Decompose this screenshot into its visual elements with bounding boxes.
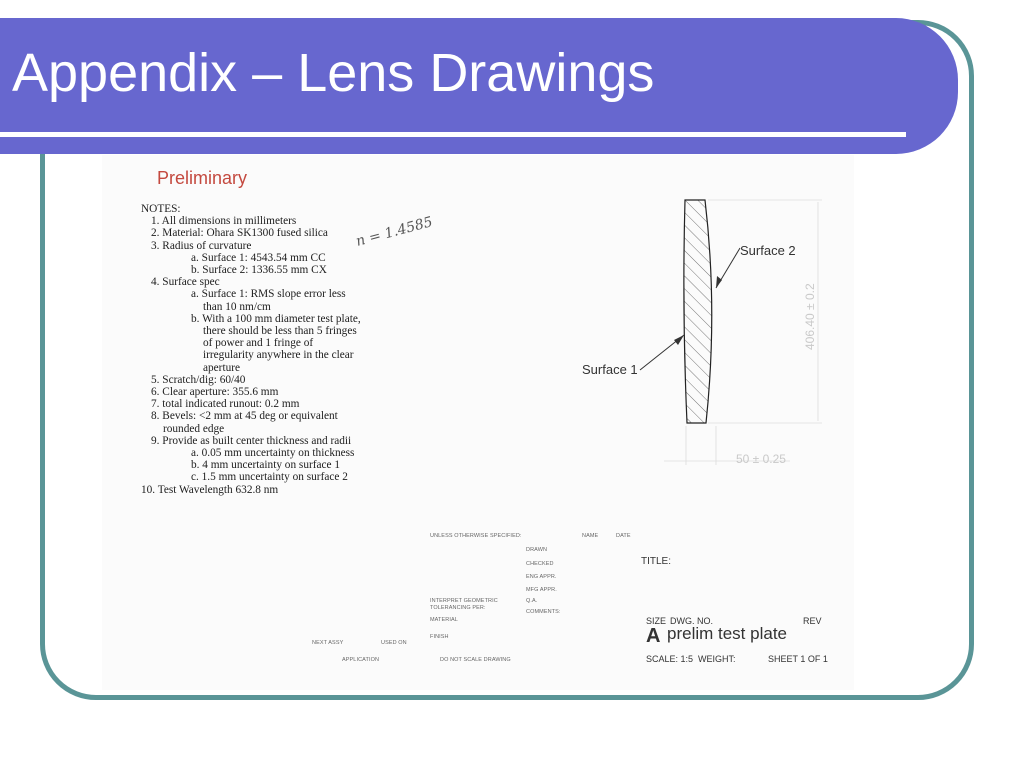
title-underline bbox=[0, 132, 906, 137]
thickness-dimension: 50 ± 0.25 bbox=[736, 452, 786, 466]
tb-weight: WEIGHT: bbox=[698, 654, 736, 664]
tb-do-not-scale: DO NOT SCALE DRAWING bbox=[440, 657, 511, 663]
lens-profile bbox=[684, 200, 712, 423]
tb-eng-appr: ENG APPR. bbox=[526, 574, 557, 580]
note-line: aperture bbox=[203, 361, 241, 374]
note-line: 2. Material: Ohara SK1300 fused silica bbox=[151, 227, 328, 240]
tb-comments: COMMENTS: bbox=[526, 609, 561, 615]
note-line: 8. Bevels: <2 mm at 45 deg or equivalent bbox=[151, 410, 338, 423]
note-line: irregularity anywhere in the clear bbox=[203, 349, 354, 362]
note-line: 6. Clear aperture: 355.6 mm bbox=[151, 386, 279, 399]
tb-tolerancing: TOLERANCING PER: bbox=[430, 605, 486, 611]
slide-title: Appendix – Lens Drawings bbox=[12, 43, 655, 103]
note-line: a. Surface 1: RMS slope error less bbox=[191, 288, 346, 301]
note-line: of power and 1 fringe of bbox=[203, 337, 314, 350]
tb-next-assy: NEXT ASSY bbox=[312, 640, 344, 646]
tb-scale: SCALE: 1:5 bbox=[646, 654, 694, 664]
tb-date: DATE bbox=[616, 533, 631, 539]
note-line: 7. total indicated runout: 0.2 mm bbox=[151, 398, 300, 411]
note-line: a. 0.05 mm uncertainty on thickness bbox=[191, 447, 355, 460]
tb-qa: Q.A. bbox=[526, 598, 538, 604]
note-line: NOTES: bbox=[141, 203, 181, 215]
tb-dwg-value: prelim test plate bbox=[667, 624, 787, 643]
note-line: 1. All dimensions in millimeters bbox=[151, 215, 297, 228]
surface-1-label: Surface 1 bbox=[582, 362, 638, 377]
tb-drawn: DRAWN bbox=[526, 547, 548, 553]
note-line: 5. Scratch/dig: 60/40 bbox=[151, 373, 246, 386]
note-line: there should be less than 5 fringes bbox=[203, 325, 357, 338]
tb-size: SIZE bbox=[646, 616, 667, 626]
note-line: b. Surface 2: 1336.55 mm CX bbox=[191, 264, 327, 277]
note-line: b. With a 100 mm diameter test plate, bbox=[191, 312, 361, 325]
tb-sheet: SHEET 1 OF 1 bbox=[768, 654, 828, 664]
height-dimension: 406.40 ± 0.2 bbox=[803, 283, 817, 350]
handwritten-note: n = 1.4585 bbox=[354, 214, 435, 250]
note-line: 10. Test Wavelength 632.8 nm bbox=[141, 483, 279, 496]
tb-unless: UNLESS OTHERWISE SPECIFIED: bbox=[430, 533, 522, 539]
tb-mfg-appr: MFG APPR. bbox=[526, 587, 557, 593]
tb-rev: REV bbox=[803, 616, 822, 626]
tb-dwg-no: DWG. NO. bbox=[670, 616, 713, 626]
tb-size-value: A bbox=[646, 625, 661, 647]
note-line: b. 4 mm uncertainty on surface 1 bbox=[191, 459, 341, 472]
tb-finish: FINISH bbox=[430, 634, 449, 640]
tb-material: MATERIAL bbox=[430, 617, 458, 623]
note-line: 9. Provide as built center thickness and radii bbox=[151, 434, 352, 447]
surface-2-label: Surface 2 bbox=[740, 243, 796, 258]
drawing-notes bbox=[141, 203, 391, 496]
tb-title-label: TITLE: bbox=[641, 556, 672, 567]
tb-checked: CHECKED bbox=[526, 561, 554, 567]
note-line: rounded edge bbox=[163, 422, 225, 435]
note-line: 3. Radius of curvature bbox=[151, 239, 252, 252]
tb-used-on: USED ON bbox=[381, 640, 407, 646]
note-line: 4. Surface spec bbox=[151, 276, 220, 289]
tb-application: APPLICATION bbox=[342, 657, 380, 663]
note-line: c. 1.5 mm uncertainty on surface 2 bbox=[191, 471, 348, 484]
tb-interpret: INTERPRET GEOMETRIC bbox=[430, 598, 498, 604]
note-line: than 10 nm/cm bbox=[203, 300, 271, 313]
note-line: a. Surface 1: 4543.54 mm CC bbox=[191, 251, 326, 264]
tb-name: NAME bbox=[582, 533, 599, 539]
preliminary-stamp: Preliminary bbox=[157, 168, 248, 188]
